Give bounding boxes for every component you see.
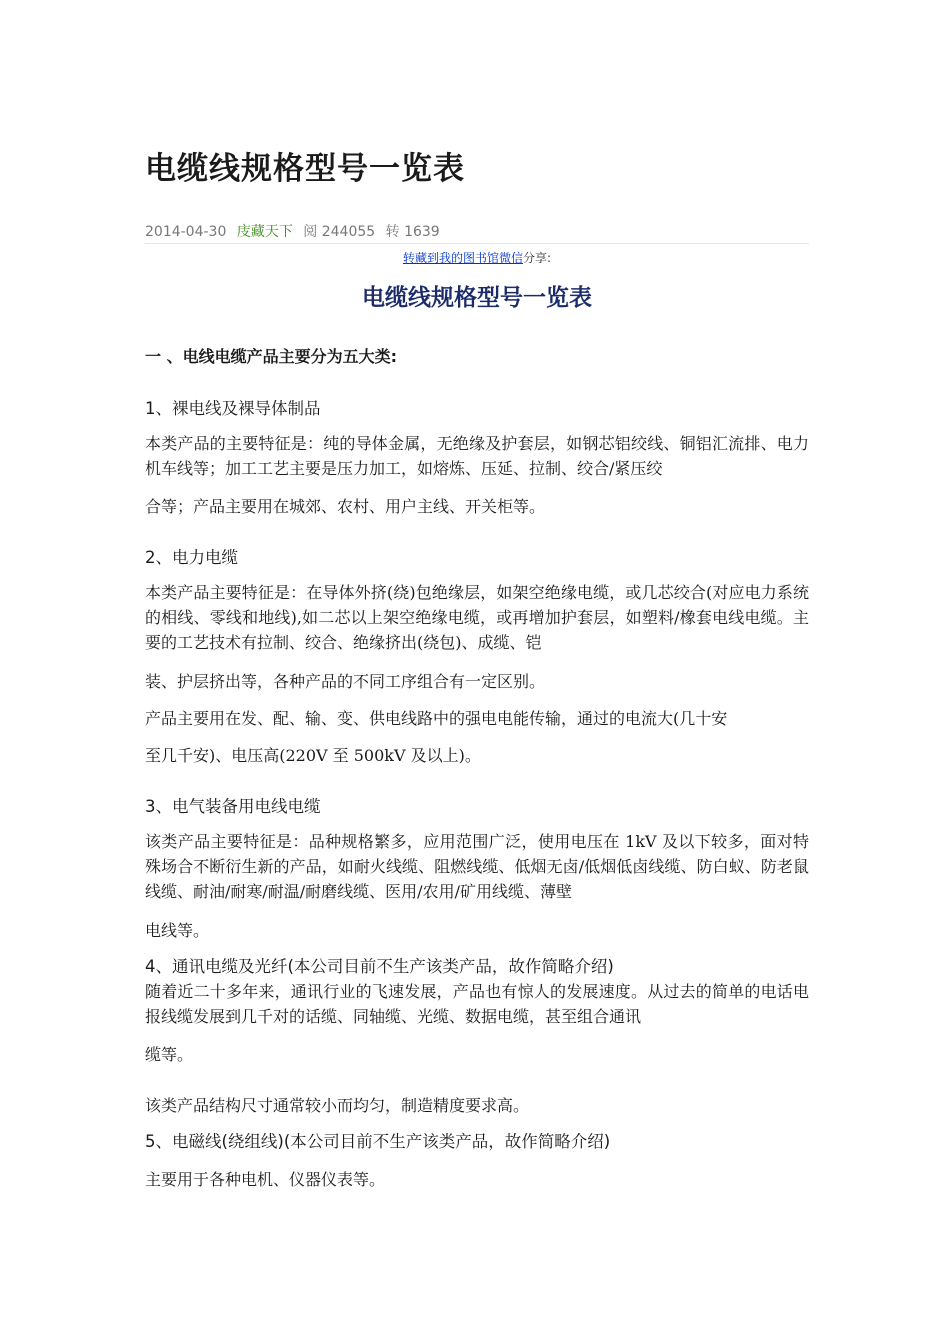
paragraph: 产品主要用在发、配、输、变、供电线路中的强电电能传输，通过的电流大(几十安 — [145, 709, 728, 728]
item-heading: 2、电力电缆 — [145, 548, 238, 567]
paragraph: 至几千安)、电压高(220V 至 500kV 及以上)。 — [145, 746, 481, 765]
share-label: 分享: — [522, 251, 552, 265]
section-heading: 一 、电线电缆产品主要分为五大类: — [145, 347, 397, 366]
paragraph: 主要用于各种电机、仪器仪表等。 — [145, 1170, 386, 1189]
read-count: 阅 244055 — [303, 224, 376, 240]
repost-count: 转 1639 — [385, 224, 440, 240]
article-meta — [145, 221, 809, 244]
paragraph: 本类产品主要特征是：在导体外挤(绕)包绝缘层，如架空绝缘电缆，或几芯绞合(对应电力系统的相线、零线和地线),如二芯以上架空绝缘电缆，或再增加护套层，如塑料/橡套电线电缆。主要的工艺技术有拉制、绞合、绝缘挤出(绕包)、成缆、铠 — [145, 583, 809, 652]
paragraph: 随着近二十多年来，通讯行业的飞速发展，产品也有惊人的发展速度。从过去的简单的电话电报线缆发展到几千对的话缆、同轴缆、光缆、数据电缆，甚至组合通讯 — [145, 982, 809, 1026]
paragraph: 电线等。 — [145, 921, 210, 940]
paragraph: 本类产品的主要特征是：纯的导体金属，无绝缘及护套层，如钢芯铝绞线、铜铝汇流排、电力机车线等；加工工艺主要是压力加工，如熔炼、压延、拉制、绞合/紧压绞 — [145, 434, 809, 478]
share-bar — [145, 249, 809, 266]
paragraph: 该类产品结构尺寸通常较小而均匀，制造精度要求高。 — [145, 1096, 530, 1115]
paragraph: 合等；产品主要用在城郊、农村、用户主线、开关柜等。 — [145, 497, 546, 516]
page-title: 电缆线规格型号一览表 — [145, 151, 465, 187]
wechat-share-link[interactable]: 微信 — [498, 251, 523, 265]
article-subtitle: 电缆线规格型号一览表 — [362, 285, 592, 311]
item-heading: 4、通讯电缆及光纤(本公司目前不生产该类产品，故作简略介绍) — [145, 957, 614, 976]
save-to-library-link[interactable]: 转藏到我的图书馆 — [402, 251, 499, 265]
item-heading: 3、电气装备用电线电缆 — [145, 797, 321, 816]
author-link[interactable]: 庋藏天下 — [236, 224, 293, 240]
item-heading: 5、电磁线(绕组线)(本公司目前不生产该类产品，故作简略介绍) — [145, 1132, 611, 1151]
paragraph: 该类产品主要特征是：品种规格繁多，应用范围广泛，使用电压在 1kV 及以下较多，面对特殊场合不断衍生新的产品，如耐火线缆、阻燃线缆、低烟无卤/低烟低卤线缆、防白蚁、防老鼠线缆、耐油/耐寒/耐温/耐磨线缆、医用/农用/矿用线缆、薄壁 — [145, 832, 809, 901]
item-heading: 1、裸电线及裸导体制品 — [145, 399, 321, 418]
paragraph: 装、护层挤出等，各种产品的不同工序组合有一定区别。 — [145, 672, 546, 691]
publish-date: 2014-04-30 — [145, 224, 227, 240]
paragraph: 缆等。 — [145, 1045, 194, 1064]
